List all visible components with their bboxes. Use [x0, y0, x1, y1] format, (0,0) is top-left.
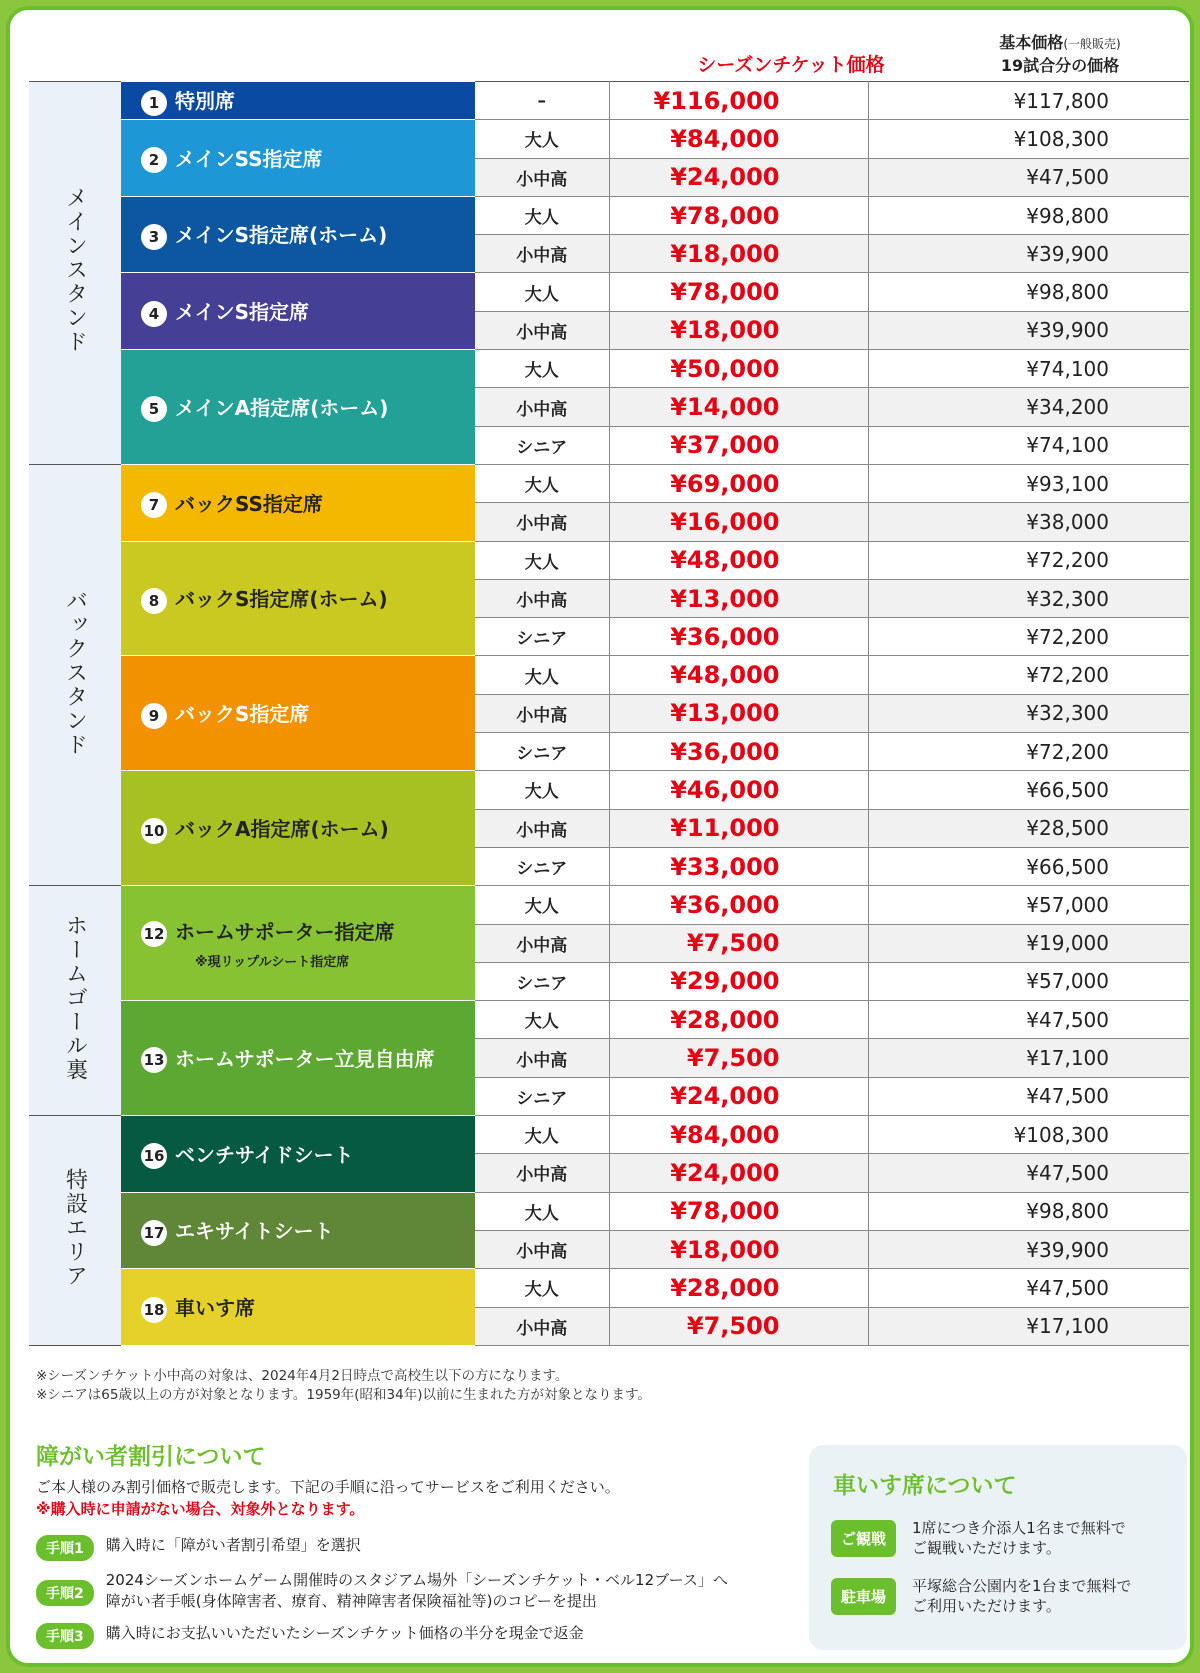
- seat-name: メインSS指定席: [175, 146, 323, 171]
- seat-name: 特別席: [175, 89, 235, 114]
- stand-group-cell: [29, 886, 121, 1116]
- seat-name: 車いす席: [175, 1296, 255, 1320]
- price-row: [29, 82, 1189, 120]
- base-price: ¥17,100: [868, 1039, 1189, 1077]
- price-row: [29, 196, 1189, 234]
- base-price: ¥98,800: [868, 273, 1189, 311]
- ticket-category: –: [475, 82, 609, 120]
- step-text-line1: 2024シーズンホームゲーム開催時のスタジアム場外「シーズンチケット・ベル12ブース」へ: [105, 1571, 728, 1589]
- footnote: ※シニアは65歳以上の方が対象となります。1959年(昭和34年)以前に生まれた方が対象となります。: [36, 1387, 651, 1403]
- seat-name: バックS指定席: [175, 702, 310, 727]
- base-price: ¥66,500: [868, 847, 1189, 885]
- ticket-category: 小中高: [475, 1230, 609, 1268]
- season-price: ¥18,000: [609, 311, 868, 349]
- seat-type-cell: [121, 771, 475, 886]
- step-badge: 手順1: [36, 1535, 94, 1561]
- wheelchair-item-viewing: [831, 1518, 1126, 1558]
- stand-group-label: 特設エリア: [62, 1167, 88, 1288]
- season-price: ¥7,500: [609, 924, 868, 962]
- ticket-category: 大人: [475, 886, 609, 924]
- step-text: 購入時に「障がい者割引希望」を選択: [105, 1536, 361, 1554]
- base-price-header-small: (一般販売): [1063, 37, 1121, 51]
- season-price: ¥24,000: [609, 1154, 868, 1192]
- ticket-category: 小中高: [475, 579, 609, 617]
- season-price: ¥16,000: [609, 503, 868, 541]
- season-price: ¥37,000: [609, 426, 868, 464]
- stand-group-label: メインスタンド: [62, 186, 88, 355]
- ticket-category: シニア: [475, 962, 609, 1000]
- wheelchair-item-parking: [831, 1576, 1132, 1616]
- step-badge: 手順3: [36, 1623, 94, 1649]
- base-price: ¥93,100: [868, 464, 1189, 502]
- base-price: ¥72,200: [868, 541, 1189, 579]
- seat-type-cell: [121, 656, 475, 771]
- seat-type-cell: [121, 1116, 475, 1193]
- base-price: ¥72,200: [868, 618, 1189, 656]
- wheelchair-text-line2: ご利用いただけます。: [912, 1597, 1061, 1615]
- ticket-category: 大人: [475, 273, 609, 311]
- seat-type-cell: [121, 120, 475, 197]
- season-price: ¥84,000: [609, 1116, 868, 1154]
- price-row: [29, 1192, 1189, 1230]
- seat-type-cell: [121, 886, 475, 1001]
- base-price: ¥74,100: [868, 426, 1189, 464]
- discount-title: 障がい者割引について: [36, 1444, 266, 1470]
- price-row: [29, 350, 1189, 388]
- base-price: ¥47,500: [868, 1077, 1189, 1115]
- seat-name: メインS指定席: [175, 300, 310, 325]
- season-price: ¥36,000: [609, 618, 868, 656]
- discount-description: ご本人様のみ割引価格で販売します。下記の手順に沿ってサービスをご利用ください。: [36, 1478, 620, 1496]
- season-price: ¥13,000: [609, 579, 868, 617]
- season-price: ¥69,000: [609, 464, 868, 502]
- ticket-category: 大人: [475, 464, 609, 502]
- seat-type-cell: [121, 196, 475, 273]
- seat-number-badge: 2: [141, 147, 167, 173]
- seat-type-cell: [121, 541, 475, 656]
- discount-step-1: [36, 1535, 361, 1561]
- season-price: ¥50,000: [609, 350, 868, 388]
- season-price: ¥18,000: [609, 1230, 868, 1268]
- price-table-wrapper: [29, 81, 1189, 1346]
- price-row: [29, 464, 1189, 502]
- step-text: [106, 1570, 728, 1612]
- ticket-category: 小中高: [475, 924, 609, 962]
- season-price: ¥7,500: [609, 1039, 868, 1077]
- wheelchair-text: [912, 1576, 1132, 1616]
- season-price: ¥78,000: [609, 196, 868, 234]
- base-price: ¥74,100: [868, 350, 1189, 388]
- wheelchair-text-line2: ご観戦いただけます。: [912, 1539, 1061, 1557]
- price-row: [29, 1116, 1189, 1154]
- base-price: ¥47,500: [868, 1269, 1189, 1307]
- ticket-category: 小中高: [475, 1154, 609, 1192]
- footnotes: [36, 1367, 651, 1405]
- price-row: [29, 273, 1189, 311]
- footnote: ※シーズンチケット小中高の対象は、2024年4月2日時点で高校生以下の方になります。: [36, 1368, 569, 1384]
- season-price: ¥24,000: [609, 1077, 868, 1115]
- ticket-category: 大人: [475, 196, 609, 234]
- ticket-category: シニア: [475, 426, 609, 464]
- seat-type-cell: [121, 1001, 475, 1116]
- seat-number-badge: 18: [141, 1297, 167, 1323]
- price-table: [29, 81, 1189, 1346]
- base-price: ¥19,000: [868, 924, 1189, 962]
- season-price: ¥78,000: [609, 1192, 868, 1230]
- season-price: ¥36,000: [609, 733, 868, 771]
- wheelchair-info-box: [809, 1445, 1187, 1650]
- base-price: ¥108,300: [868, 1116, 1189, 1154]
- seat-number-badge: 13: [141, 1047, 167, 1073]
- base-price: ¥57,000: [868, 962, 1189, 1000]
- base-price: ¥47,500: [868, 158, 1189, 196]
- seat-name: ホームサポーター立見自由席: [175, 1046, 435, 1071]
- price-row: [29, 886, 1189, 924]
- seat-number-badge: 5: [141, 396, 167, 422]
- seat-number-badge: 17: [141, 1220, 167, 1246]
- base-price-header-line2: 19試合分の価格: [1000, 56, 1120, 75]
- season-price: ¥28,000: [609, 1269, 868, 1307]
- seat-number-badge: 10: [141, 818, 167, 844]
- base-price-header: [930, 32, 1190, 77]
- step-text-line2: 障がい者手帳(身体障害者、療育、精神障害者保険福祉等)のコピーを提出: [105, 1592, 597, 1610]
- price-row: [29, 656, 1189, 694]
- ticket-category: シニア: [475, 618, 609, 656]
- stand-group-label: ホームゴール裏: [62, 914, 88, 1083]
- seat-name: メインA指定席(ホーム): [175, 395, 389, 420]
- season-price: ¥11,000: [609, 809, 868, 847]
- wheelchair-title: 車いす席について: [833, 1473, 1017, 1499]
- discount-step-3: [36, 1623, 584, 1649]
- ticket-category: 大人: [475, 350, 609, 388]
- ticket-category: 小中高: [475, 1039, 609, 1077]
- seat-number-badge: 9: [141, 703, 167, 729]
- stand-group-label: バックスタンド: [62, 588, 88, 757]
- base-price: ¥72,200: [868, 656, 1189, 694]
- discount-warning: ※購入時に申請がない場合、対象外となります。: [36, 1500, 365, 1518]
- base-price: ¥57,000: [868, 886, 1189, 924]
- base-price: ¥108,300: [868, 120, 1189, 158]
- season-price: ¥28,000: [609, 1001, 868, 1039]
- price-table-body: [29, 82, 1189, 1346]
- base-price: ¥39,900: [868, 311, 1189, 349]
- base-price: ¥39,900: [868, 235, 1189, 273]
- seat-type-cell: [121, 1269, 475, 1346]
- season-price-header: シーズンチケット価格: [697, 54, 885, 76]
- seat-name: エキサイトシート: [175, 1219, 334, 1244]
- wheelchair-text-line1: 1席につき介添人1名まで無料で: [912, 1519, 1126, 1537]
- ticket-category: 大人: [475, 771, 609, 809]
- seat-name: ベンチサイドシート: [175, 1142, 354, 1167]
- season-price: ¥48,000: [609, 656, 868, 694]
- season-price: ¥48,000: [609, 541, 868, 579]
- ticket-category: 小中高: [475, 388, 609, 426]
- ticket-category: 大人: [475, 541, 609, 579]
- base-price: ¥32,300: [868, 694, 1189, 732]
- ticket-category: 小中高: [475, 158, 609, 196]
- price-row: [29, 1269, 1189, 1307]
- seat-number-badge: 3: [141, 224, 167, 250]
- season-price: ¥14,000: [609, 388, 868, 426]
- base-price: ¥47,500: [868, 1001, 1189, 1039]
- ticket-category: 大人: [475, 1116, 609, 1154]
- seat-number-badge: 7: [141, 492, 167, 518]
- seat-number-badge: 8: [141, 588, 167, 614]
- base-price: ¥38,000: [868, 503, 1189, 541]
- seat-name: バックS指定席(ホーム): [175, 587, 388, 612]
- price-row: [29, 541, 1189, 579]
- page-frame: [6, 6, 1194, 1667]
- season-price: ¥116,000: [609, 82, 868, 120]
- base-price: ¥117,800: [868, 82, 1189, 120]
- seat-number-badge: 12: [141, 921, 167, 947]
- stand-group-cell: [29, 464, 121, 885]
- ticket-category: 大人: [475, 1192, 609, 1230]
- base-price: ¥28,500: [868, 809, 1189, 847]
- seat-number-badge: 1: [141, 90, 167, 116]
- seat-type-cell: [121, 1192, 475, 1269]
- price-row: [29, 771, 1189, 809]
- base-price: ¥72,200: [868, 733, 1189, 771]
- ticket-category: 小中高: [475, 503, 609, 541]
- base-price-header-line1: 基本価格: [999, 33, 1064, 52]
- seat-name: バックA指定席(ホーム): [175, 817, 389, 842]
- season-price: ¥13,000: [609, 694, 868, 732]
- seat-type-cell: [121, 82, 475, 120]
- seat-name: ホームサポーター指定席: [175, 920, 395, 945]
- ticket-category: 小中高: [475, 1307, 609, 1345]
- ticket-category: 小中高: [475, 694, 609, 732]
- base-price: ¥34,200: [868, 388, 1189, 426]
- ticket-category: 大人: [475, 1001, 609, 1039]
- base-price: ¥98,800: [868, 196, 1189, 234]
- base-price: ¥66,500: [868, 771, 1189, 809]
- step-badge: 手順2: [36, 1580, 94, 1606]
- seat-subnote: ※現リップルシート指定席: [195, 954, 350, 970]
- wheelchair-text: [912, 1518, 1126, 1558]
- season-price: ¥33,000: [609, 847, 868, 885]
- season-price: ¥78,000: [609, 273, 868, 311]
- ticket-category: 小中高: [475, 235, 609, 273]
- seat-number-badge: 16: [141, 1143, 167, 1169]
- price-row: [29, 120, 1189, 158]
- season-price: ¥84,000: [609, 120, 868, 158]
- seat-name: メインS指定席(ホーム): [175, 223, 388, 248]
- ticket-category: シニア: [475, 733, 609, 771]
- seat-type-cell: [121, 273, 475, 350]
- seat-number-badge: 4: [141, 301, 167, 327]
- season-price: ¥46,000: [609, 771, 868, 809]
- wheelchair-badge: 駐車場: [831, 1578, 896, 1615]
- ticket-category: 大人: [475, 656, 609, 694]
- base-price: ¥47,500: [868, 1154, 1189, 1192]
- step-text: 購入時にお支払いいただいたシーズンチケット価格の半分を現金で返金: [105, 1624, 584, 1642]
- ticket-category: 大人: [475, 120, 609, 158]
- ticket-category: シニア: [475, 1077, 609, 1115]
- discount-step-2: [36, 1570, 728, 1612]
- price-row: [29, 1001, 1189, 1039]
- season-price: ¥7,500: [609, 1307, 868, 1345]
- season-price: ¥24,000: [609, 158, 868, 196]
- wheelchair-badge: ご観戦: [831, 1520, 896, 1557]
- stand-group-cell: [29, 1116, 121, 1346]
- season-price: ¥29,000: [609, 962, 868, 1000]
- ticket-category: シニア: [475, 847, 609, 885]
- seat-name: バックSS指定席: [175, 491, 323, 516]
- stand-group-cell: [29, 82, 121, 465]
- season-price: ¥18,000: [609, 235, 868, 273]
- wheelchair-text-line1: 平塚総合公園内を1台まで無料で: [912, 1577, 1132, 1595]
- base-price: ¥39,900: [868, 1230, 1189, 1268]
- ticket-category: 小中高: [475, 311, 609, 349]
- seat-type-cell: [121, 464, 475, 541]
- ticket-category: 大人: [475, 1269, 609, 1307]
- base-price: ¥17,100: [868, 1307, 1189, 1345]
- base-price: ¥98,800: [868, 1192, 1189, 1230]
- season-price: ¥36,000: [609, 886, 868, 924]
- ticket-category: 小中高: [475, 809, 609, 847]
- seat-type-cell: [121, 350, 475, 465]
- base-price: ¥32,300: [868, 579, 1189, 617]
